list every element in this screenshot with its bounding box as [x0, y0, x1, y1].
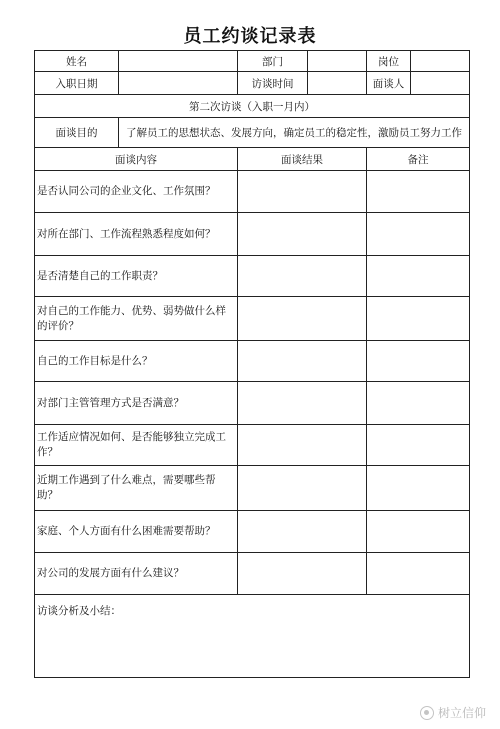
interview-time-value-cell[interactable] [308, 72, 367, 95]
question-text: 家庭、个人方面有什么困难需要帮助？ [35, 511, 238, 553]
hire-date-value-cell[interactable] [119, 72, 238, 95]
question-text: 工作适应情况如何、是否能够独立完成工作？ [35, 425, 238, 466]
question-text: 是否清楚自己的工作职责？ [35, 256, 238, 297]
name-label: 姓名 [35, 51, 119, 72]
result-cell[interactable] [238, 553, 367, 595]
position-label: 岗位 [367, 51, 411, 72]
remark-cell[interactable] [367, 341, 470, 382]
interviewer-label: 面谈人 [367, 72, 411, 95]
question-text: 近期工作遇到了什么难点，需要哪些帮助？ [35, 466, 238, 511]
result-cell[interactable] [238, 256, 367, 297]
purpose-text: 了解员工的思想状态、发展方向，确定员工的稳定性，激励员工努力工作 [119, 118, 470, 148]
question-text: 对所在部门、工作流程熟悉程度如何？ [35, 213, 238, 256]
hire-date-label: 入职日期 [35, 72, 119, 95]
result-cell[interactable] [238, 171, 367, 213]
interview-time-label: 访谈时间 [238, 72, 308, 95]
column-header-content: 面谈内容 [35, 148, 238, 171]
remark-cell[interactable] [367, 425, 470, 466]
result-cell[interactable] [238, 511, 367, 553]
remark-cell[interactable] [367, 297, 470, 341]
department-label: 部门 [238, 51, 308, 72]
question-text: 对部门主管管理方式是否满意？ [35, 382, 238, 425]
form-title: 员工约谈记录表 [183, 26, 317, 47]
name-value-cell[interactable] [119, 51, 238, 72]
remark-cell[interactable] [367, 382, 470, 425]
column-header-remark: 备注 [367, 148, 470, 171]
remark-cell[interactable] [367, 213, 470, 256]
result-cell[interactable] [238, 213, 367, 256]
remark-cell[interactable] [367, 511, 470, 553]
question-text: 对自己的工作能力、优势、弱势做什么样的评价？ [35, 297, 238, 341]
remark-cell[interactable] [367, 256, 470, 297]
remark-cell[interactable] [367, 553, 470, 595]
question-text: 是否认同公司的企业文化、工作氛围？ [35, 171, 238, 213]
position-value-cell[interactable] [411, 51, 470, 72]
question-text: 自己的工作目标是什么？ [35, 341, 238, 382]
column-header-result: 面谈结果 [238, 148, 367, 171]
section-title: 第二次访谈（入职一月内） [35, 95, 470, 118]
result-cell[interactable] [238, 341, 367, 382]
result-cell[interactable] [238, 466, 367, 511]
watermark [420, 704, 486, 721]
interviewer-value-cell[interactable] [411, 72, 470, 95]
question-text: 对公司的发展方面有什么建议？ [35, 553, 238, 595]
watermark-logo-icon [420, 706, 434, 720]
summary-label: 访谈分析及小结： [37, 605, 121, 617]
interview-record-form [34, 50, 470, 678]
remark-cell[interactable] [367, 466, 470, 511]
result-cell[interactable] [238, 425, 367, 466]
purpose-label: 面谈目的 [35, 118, 119, 148]
summary-area[interactable] [35, 595, 470, 678]
result-cell[interactable] [238, 382, 367, 425]
department-value-cell[interactable] [308, 51, 367, 72]
remark-cell[interactable] [367, 171, 470, 213]
result-cell[interactable] [238, 297, 367, 341]
watermark-text: 树立信仰 [437, 706, 486, 720]
